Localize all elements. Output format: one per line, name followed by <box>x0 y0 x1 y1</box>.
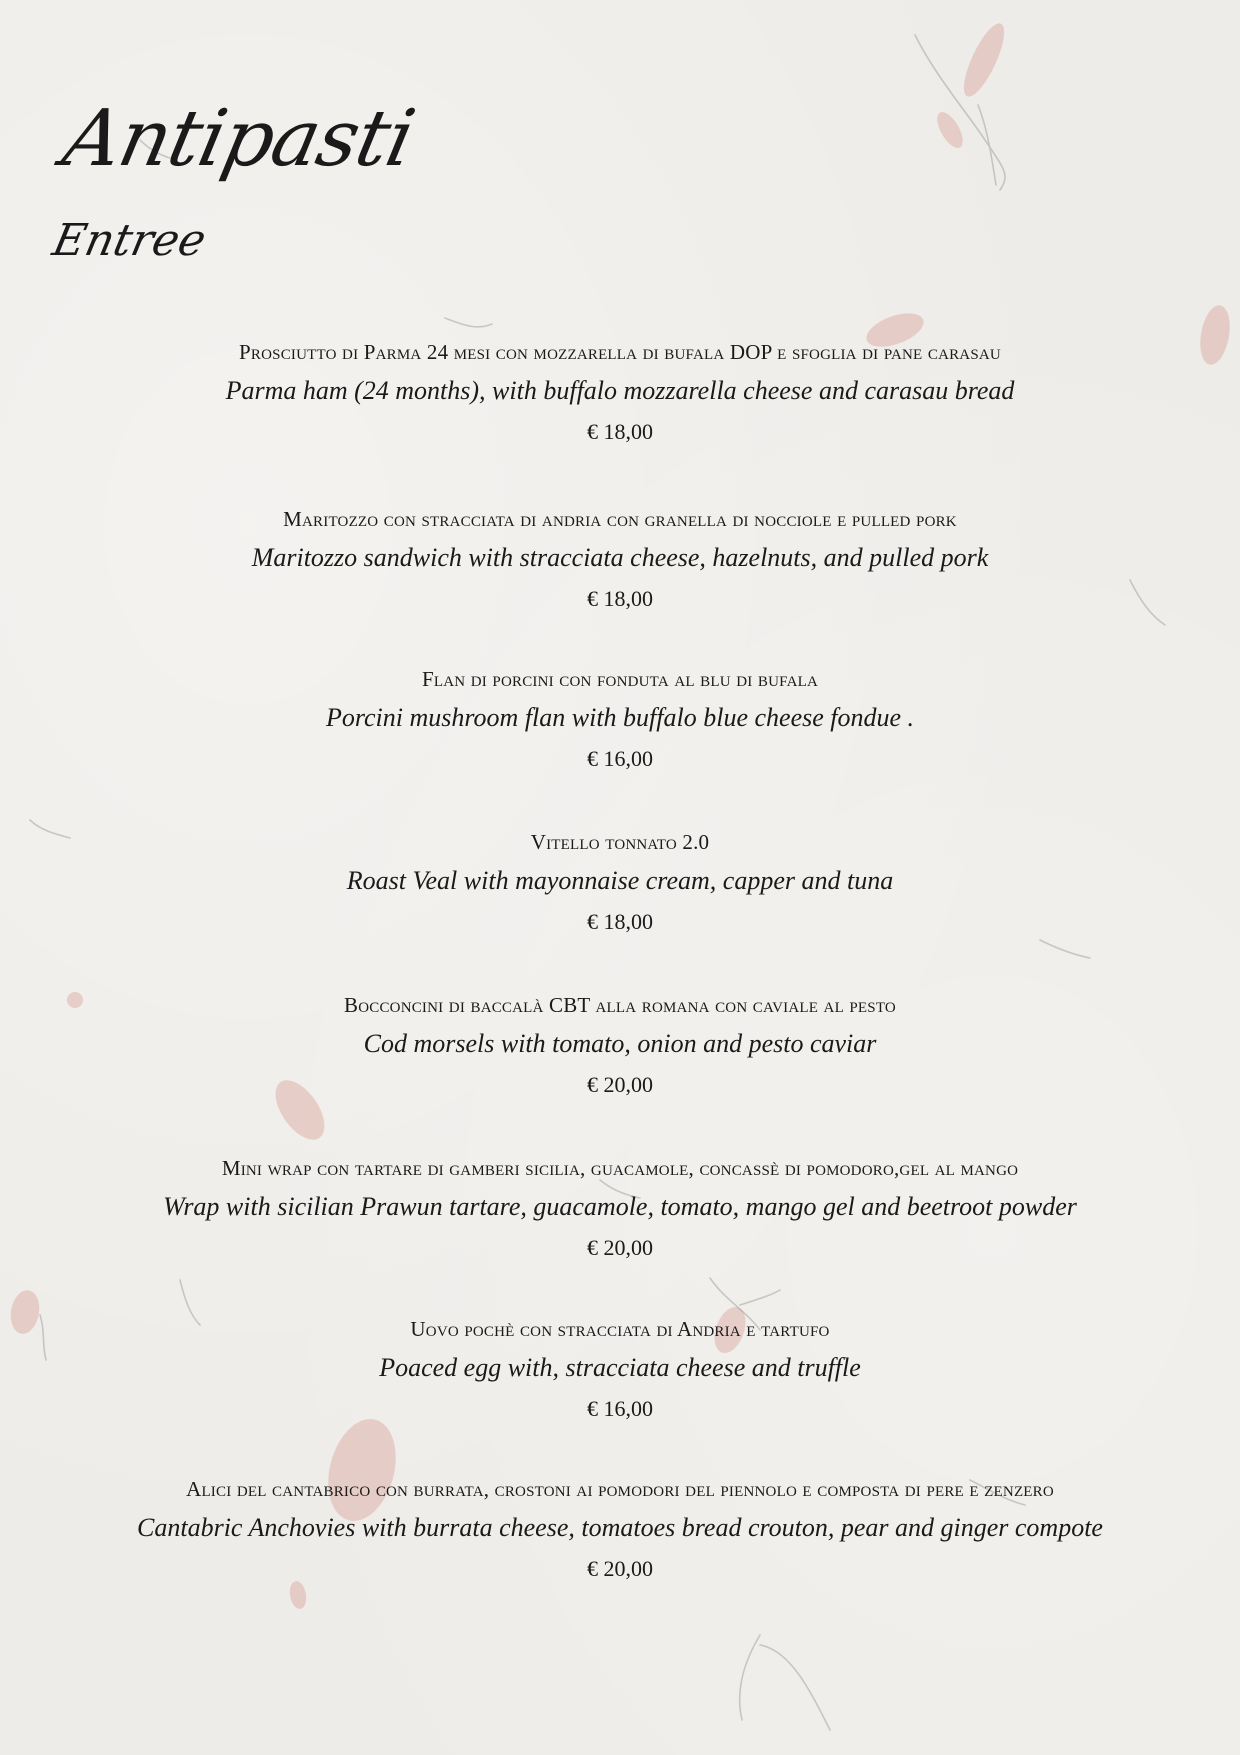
dish-name-english: Wrap with sicilian Prawun tartare, guacamole, tomato, mango gel and beetroot powder <box>163 1192 1077 1221</box>
dish-price: € 18,00 <box>587 419 653 444</box>
dish-price: € 20,00 <box>587 1072 653 1097</box>
menu-title: Antipasti <box>55 92 422 184</box>
dish-name-english: Cod morsels with tomato, onion and pesto caviar <box>363 1029 877 1058</box>
dish-name-english: Cantabric Anchovies with burrata cheese, tomatoes bread crouton, pear and ginger compote <box>137 1513 1103 1542</box>
dish-name-english: Porcini mushroom flan with buffalo blue cheese fondue . <box>325 703 915 732</box>
menu-item <box>0 1475 1240 1583</box>
dish-name-english: Maritozzo sandwich with stracciata cheese, hazelnuts, and pulled pork <box>251 543 989 572</box>
dish-name-italian: Alici del cantabrico con burrata, crostoni ai pomodori del piennolo e composta di pere e zenzero <box>186 1477 1054 1501</box>
menu-item <box>0 665 1240 773</box>
menu-subtitle: Entree <box>48 215 211 266</box>
dish-name-italian: Mini wrap con tartare di gamberi sicilia, guacamole, concassè di pomodoro,gel al mango <box>221 1156 1019 1180</box>
dish-name-english: Poaced egg with, stracciata cheese and truffle <box>379 1353 861 1382</box>
dish-name-italian: Vitello tonnato 2.0 <box>530 830 710 854</box>
dish-name-italian: Flan di porcini con fonduta al blu di bufala <box>422 667 818 691</box>
dish-name-english: Parma ham (24 months), with buffalo mozzarella cheese and carasau bread <box>225 376 1015 405</box>
dish-price: € 16,00 <box>587 1396 653 1421</box>
menu-item <box>0 505 1240 613</box>
menu-item <box>0 991 1240 1099</box>
menu-item <box>0 338 1240 446</box>
dish-name-italian: Bocconcini di baccalà CBT alla romana con caviale al pesto <box>344 993 896 1017</box>
dish-price: € 16,00 <box>587 746 653 771</box>
menu-item <box>0 828 1240 936</box>
menu-title-script <box>48 70 500 280</box>
dish-price: € 18,00 <box>587 586 653 611</box>
dish-price: € 20,00 <box>587 1235 653 1260</box>
dish-name-italian: Uovo pochè con stracciata di Andria e tartufo <box>410 1317 830 1341</box>
dish-name-italian: Maritozzo con stracciata di andria con granella di nocciole e pulled pork <box>283 507 957 531</box>
menu-item <box>0 1315 1240 1423</box>
menu-item <box>0 1154 1240 1262</box>
dish-name-italian: Prosciutto di Parma 24 mesi con mozzarella di bufala DOP e sfoglia di pane carasau <box>239 340 1001 364</box>
dish-price: € 18,00 <box>587 909 653 934</box>
dish-price: € 20,00 <box>587 1556 653 1581</box>
dish-name-english: Roast Veal with mayonnaise cream, capper and tuna <box>346 866 894 895</box>
